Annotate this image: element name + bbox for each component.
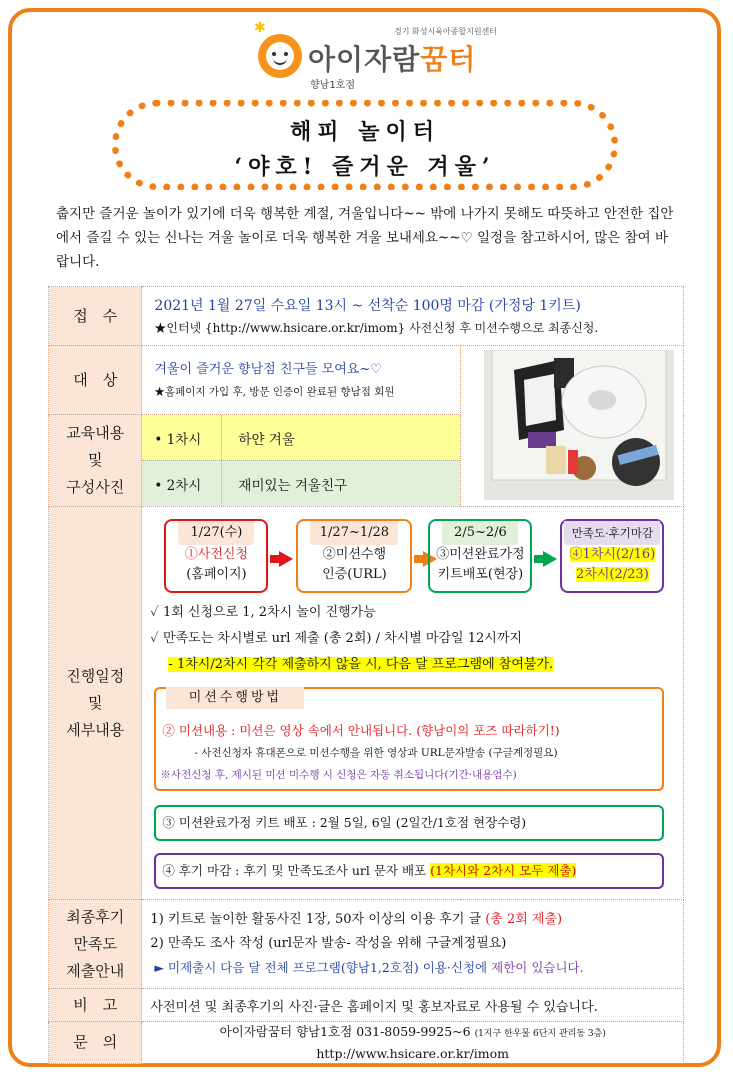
title-box [112, 100, 618, 190]
arrow-icon [279, 551, 293, 567]
label-contents: 교육내용 및 구성사진 [49, 415, 142, 507]
logo [254, 20, 498, 92]
target-line-1: 겨울이 즐거운 향남점 친구들 모여요~♡ [154, 362, 382, 377]
warn-note: - 1차시/2차시 각각 제출하지 않을 시, 다음 달 프로그램에 참여불가. [168, 657, 554, 672]
final-line-3: ► 미제출시 다음 달 전체 프로그램(향남1,2호점) 이용·신청에 제한이 있습니다. [154, 960, 584, 975]
contact-url[interactable]: http://www.hsicare.or.kr/imom [316, 1046, 510, 1061]
review-box: ④ 후기 마감 : 후기 및 만족도조사 url 문자 배포 (1차시와 2차시 모두 제출) [154, 853, 664, 889]
check-item-1: ✓ 1회 신청으로 1, 2차시 놀이 진행가능 [150, 605, 376, 620]
star-icon: ✱ [254, 20, 266, 36]
session-1: • 1차시 하얀 겨울 [142, 415, 459, 460]
kit-photo [484, 350, 674, 500]
label-final: 최종후기 만족도 제출안내 [49, 900, 142, 989]
logo-org: 경기 화성시육아종합지원센터 [394, 27, 498, 36]
check-item-2: ✓ 만족도는 차시별로 url 제출 (총 2회) / 차시별 마감일 12시까지 [150, 631, 522, 646]
final-line-2: 2) 만족도 조사 작성 (url문자 발송- 작성을 위해 구글계정필요) [150, 936, 507, 951]
logo-branch: 향남1호점 [310, 80, 356, 91]
arrow-icon [543, 551, 557, 567]
mission-title: 미션수행방법 [166, 687, 304, 709]
title-line-2: ‘야호! 즐거운 겨울’ [234, 154, 496, 180]
final-line-1: 1) 키트로 놀이한 활동사진 1장, 50자 이상의 이용 후기 글 (총 2회 제출) [150, 912, 563, 927]
label-reception: 접 수 [49, 287, 142, 346]
kit-box: ③ 미션완료가정 키트 배포 : 2월 5일, 6일 (2일간/1호점 현장수령) [154, 805, 664, 841]
mission-line-1: ② 미션내용 : 미션은 영상 속에서 안내됩니다. (향남이의 포즈 따라하기!) [162, 723, 560, 738]
session-2: • 2차시 재미있는 겨울친구 [142, 460, 459, 506]
intro-text: 춥지만 즐거운 놀이가 있기에 더욱 행복한 계절, 겨울입니다~~ 밖에 나가지 못해도 따뜻하고 안전한 집안에서 즐길 수 있는 신나는 겨울 놀이로 더욱 행복한 겨울 보내세요~~♡ 일정을 참고하시어, 많은 참여 바랍니다. [56, 206, 674, 270]
note-text: 사전미션 및 최종후기의 사진·글은 홈페이지 및 홍보자료로 사용될 수 있습니다. [142, 989, 684, 1022]
title-line-1: 해피 놀이터 [290, 119, 440, 145]
step-1: 1/27(수) ①사전신청 (홈페이지) [164, 519, 268, 593]
logo-name: 아이자람꿈터 [308, 43, 477, 76]
label-target: 대 상 [49, 346, 142, 415]
mission-box [154, 687, 664, 791]
reception-note: ★인터넷 {http://www.hsicare.or.kr/imom} 사전신청 후 미션수행으로 최종신청. [154, 321, 599, 335]
schedule-panel [142, 507, 683, 899]
step-4: 만족도·후기마감 ④1차시(2/16) 2차시(2/23) [560, 519, 664, 593]
mission-line-2: - 사전신청자 휴대폰으로 미션수행을 위한 영상과 URL문자발송 (구글계정필요) [194, 747, 558, 759]
label-schedule: 진행일정 및 세부내용 [49, 507, 142, 900]
label-contact: 문 의 [49, 1022, 142, 1064]
contact-line-1: 아이자람꿈터 향남1호점 031-8059-9925~6 (1지구 한우물 6단지 관리동 3층) [219, 1024, 606, 1039]
step-2: 1/27~1/28 ②미션수행 인증(URL) [296, 519, 412, 593]
reception-date: 2021년 1월 27일 수요일 13시 ~ 선착순 100명 마감 (가정당 1키트) [154, 298, 581, 314]
mission-line-3: ※사전신청 후, 제시된 미션 미수행 시 신청은 자동 취소됩니다(기간·내용엄수) [160, 769, 517, 781]
target-line-2: ★홈페이지 가입 후, 방문 인증이 완료된 향남점 회원 [154, 386, 395, 398]
step-3: 2/5~2/6 ③미션완료가정 키트배포(현장) [428, 519, 532, 593]
label-note: 비 고 [49, 989, 142, 1022]
